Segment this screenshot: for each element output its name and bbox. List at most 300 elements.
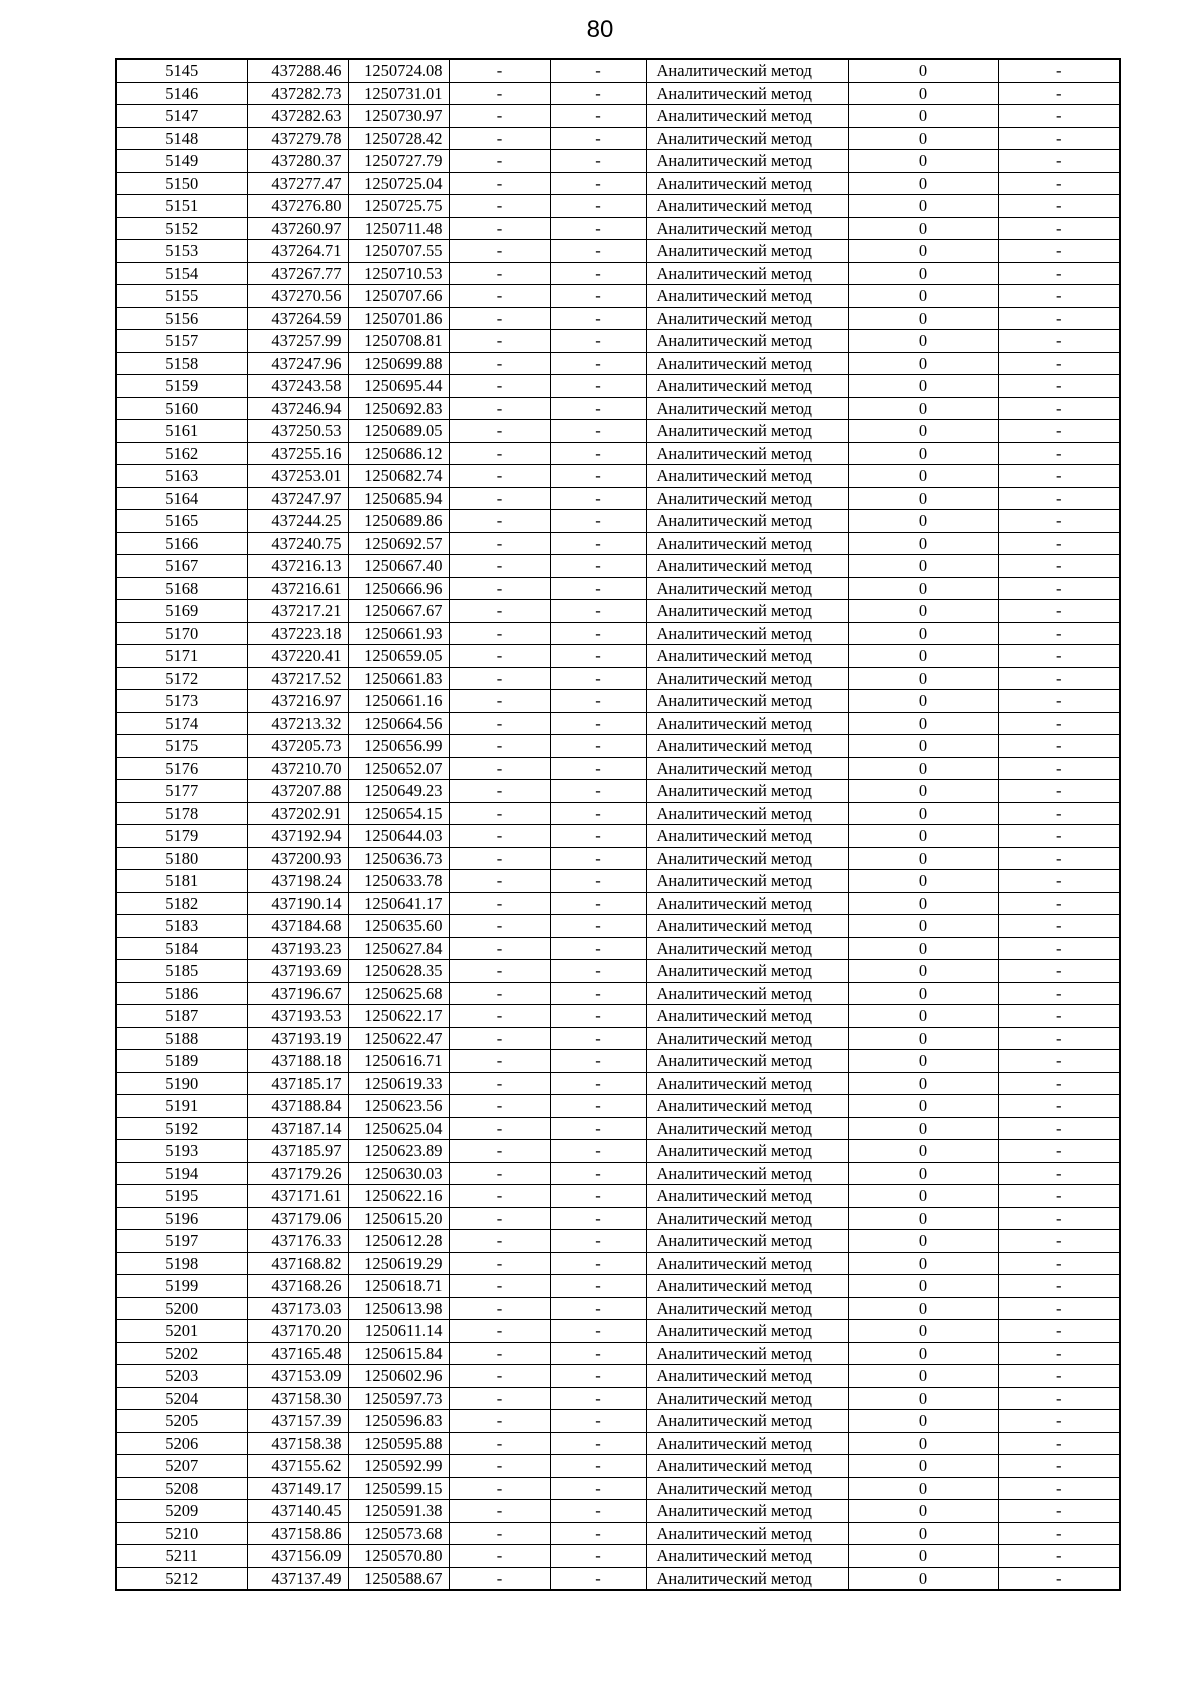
point-number-cell: 5186 bbox=[116, 982, 247, 1005]
method-cell: Аналитический метод bbox=[646, 1162, 848, 1185]
table-row bbox=[116, 1207, 1120, 1230]
accuracy-cell: 0 bbox=[848, 82, 998, 105]
accuracy-cell: 0 bbox=[848, 375, 998, 398]
accuracy-cell: 0 bbox=[848, 1162, 998, 1185]
dash-cell: - bbox=[998, 577, 1120, 600]
point-number-cell: 5166 bbox=[116, 532, 247, 555]
y-coordinate-cell: 1250636.73 bbox=[348, 847, 449, 870]
method-cell: Аналитический метод bbox=[646, 262, 848, 285]
point-number-cell: 5203 bbox=[116, 1365, 247, 1388]
method-cell: Аналитический метод bbox=[646, 1320, 848, 1343]
dash-cell: - bbox=[550, 1230, 646, 1253]
point-number-cell: 5204 bbox=[116, 1387, 247, 1410]
dash-cell: - bbox=[998, 1455, 1120, 1478]
method-cell: Аналитический метод bbox=[646, 870, 848, 893]
table-body bbox=[116, 59, 1120, 1590]
dash-cell: - bbox=[998, 127, 1120, 150]
accuracy-cell: 0 bbox=[848, 285, 998, 308]
y-coordinate-cell: 1250682.74 bbox=[348, 465, 449, 488]
point-number-cell: 5172 bbox=[116, 667, 247, 690]
dash-cell: - bbox=[550, 127, 646, 150]
dash-cell: - bbox=[550, 735, 646, 758]
table-row bbox=[116, 127, 1120, 150]
dash-cell: - bbox=[550, 1275, 646, 1298]
dash-cell: - bbox=[449, 1117, 550, 1140]
dash-cell: - bbox=[998, 1140, 1120, 1163]
point-number-cell: 5171 bbox=[116, 645, 247, 668]
dash-cell: - bbox=[998, 1342, 1120, 1365]
dash-cell: - bbox=[998, 1477, 1120, 1500]
y-coordinate-cell: 1250630.03 bbox=[348, 1162, 449, 1185]
dash-cell: - bbox=[550, 1320, 646, 1343]
dash-cell: - bbox=[449, 487, 550, 510]
dash-cell: - bbox=[449, 330, 550, 353]
method-cell: Аналитический метод bbox=[646, 1522, 848, 1545]
y-coordinate-cell: 1250570.80 bbox=[348, 1545, 449, 1568]
accuracy-cell: 0 bbox=[848, 172, 998, 195]
table-row bbox=[116, 195, 1120, 218]
dash-cell: - bbox=[449, 1567, 550, 1590]
dash-cell: - bbox=[550, 1050, 646, 1073]
point-number-cell: 5150 bbox=[116, 172, 247, 195]
dash-cell: - bbox=[449, 1320, 550, 1343]
accuracy-cell: 0 bbox=[848, 1252, 998, 1275]
table-row bbox=[116, 1072, 1120, 1095]
dash-cell: - bbox=[449, 1455, 550, 1478]
dash-cell: - bbox=[550, 1342, 646, 1365]
table-row bbox=[116, 105, 1120, 128]
accuracy-cell: 0 bbox=[848, 825, 998, 848]
method-cell: Аналитический метод bbox=[646, 1050, 848, 1073]
dash-cell: - bbox=[998, 487, 1120, 510]
y-coordinate-cell: 1250685.94 bbox=[348, 487, 449, 510]
y-coordinate-cell: 1250623.89 bbox=[348, 1140, 449, 1163]
point-number-cell: 5192 bbox=[116, 1117, 247, 1140]
x-coordinate-cell: 437260.97 bbox=[247, 217, 348, 240]
dash-cell: - bbox=[449, 1027, 550, 1050]
dash-cell: - bbox=[550, 645, 646, 668]
point-number-cell: 5173 bbox=[116, 690, 247, 713]
accuracy-cell: 0 bbox=[848, 397, 998, 420]
method-cell: Аналитический метод bbox=[646, 1230, 848, 1253]
point-number-cell: 5210 bbox=[116, 1522, 247, 1545]
method-cell: Аналитический метод bbox=[646, 1387, 848, 1410]
dash-cell: - bbox=[550, 510, 646, 533]
x-coordinate-cell: 437179.06 bbox=[247, 1207, 348, 1230]
method-cell: Аналитический метод bbox=[646, 352, 848, 375]
dash-cell: - bbox=[550, 375, 646, 398]
table-row bbox=[116, 667, 1120, 690]
table-row bbox=[116, 1297, 1120, 1320]
accuracy-cell: 0 bbox=[848, 667, 998, 690]
method-cell: Аналитический метод bbox=[646, 1117, 848, 1140]
method-cell: Аналитический метод bbox=[646, 1095, 848, 1118]
table-row bbox=[116, 1230, 1120, 1253]
table-row bbox=[116, 285, 1120, 308]
dash-cell: - bbox=[449, 982, 550, 1005]
dash-cell: - bbox=[449, 1297, 550, 1320]
dash-cell: - bbox=[449, 375, 550, 398]
y-coordinate-cell: 1250623.56 bbox=[348, 1095, 449, 1118]
dash-cell: - bbox=[550, 712, 646, 735]
accuracy-cell: 0 bbox=[848, 127, 998, 150]
x-coordinate-cell: 437158.86 bbox=[247, 1522, 348, 1545]
table-row bbox=[116, 622, 1120, 645]
table-row bbox=[116, 555, 1120, 578]
dash-cell: - bbox=[550, 1455, 646, 1478]
dash-cell: - bbox=[998, 510, 1120, 533]
y-coordinate-cell: 1250659.05 bbox=[348, 645, 449, 668]
accuracy-cell: 0 bbox=[848, 1005, 998, 1028]
dash-cell: - bbox=[449, 1207, 550, 1230]
x-coordinate-cell: 437247.96 bbox=[247, 352, 348, 375]
accuracy-cell: 0 bbox=[848, 960, 998, 983]
method-cell: Аналитический метод bbox=[646, 397, 848, 420]
dash-cell: - bbox=[449, 1275, 550, 1298]
point-number-cell: 5180 bbox=[116, 847, 247, 870]
accuracy-cell: 0 bbox=[848, 892, 998, 915]
y-coordinate-cell: 1250649.23 bbox=[348, 780, 449, 803]
x-coordinate-cell: 437288.46 bbox=[247, 59, 348, 82]
y-coordinate-cell: 1250588.67 bbox=[348, 1567, 449, 1590]
dash-cell: - bbox=[449, 915, 550, 938]
dash-cell: - bbox=[998, 262, 1120, 285]
table-row bbox=[116, 420, 1120, 443]
point-number-cell: 5211 bbox=[116, 1545, 247, 1568]
dash-cell: - bbox=[550, 847, 646, 870]
x-coordinate-cell: 437264.59 bbox=[247, 307, 348, 330]
dash-cell: - bbox=[998, 1005, 1120, 1028]
method-cell: Аналитический метод bbox=[646, 150, 848, 173]
dash-cell: - bbox=[550, 915, 646, 938]
method-cell: Аналитический метод bbox=[646, 1297, 848, 1320]
dash-cell: - bbox=[998, 622, 1120, 645]
point-number-cell: 5161 bbox=[116, 420, 247, 443]
dash-cell: - bbox=[998, 1320, 1120, 1343]
dash-cell: - bbox=[449, 735, 550, 758]
point-number-cell: 5179 bbox=[116, 825, 247, 848]
point-number-cell: 5159 bbox=[116, 375, 247, 398]
dash-cell: - bbox=[998, 1522, 1120, 1545]
method-cell: Аналитический метод bbox=[646, 847, 848, 870]
y-coordinate-cell: 1250695.44 bbox=[348, 375, 449, 398]
y-coordinate-cell: 1250618.71 bbox=[348, 1275, 449, 1298]
method-cell: Аналитический метод bbox=[646, 802, 848, 825]
y-coordinate-cell: 1250613.98 bbox=[348, 1297, 449, 1320]
dash-cell: - bbox=[998, 1432, 1120, 1455]
dash-cell: - bbox=[550, 420, 646, 443]
method-cell: Аналитический метод bbox=[646, 307, 848, 330]
table-row bbox=[116, 352, 1120, 375]
y-coordinate-cell: 1250641.17 bbox=[348, 892, 449, 915]
dash-cell: - bbox=[449, 195, 550, 218]
dash-cell: - bbox=[998, 780, 1120, 803]
table-row bbox=[116, 1365, 1120, 1388]
y-coordinate-cell: 1250701.86 bbox=[348, 307, 449, 330]
dash-cell: - bbox=[449, 82, 550, 105]
dash-cell: - bbox=[550, 330, 646, 353]
dash-cell: - bbox=[449, 825, 550, 848]
table-row bbox=[116, 982, 1120, 1005]
y-coordinate-cell: 1250707.55 bbox=[348, 240, 449, 263]
table-row bbox=[116, 780, 1120, 803]
dash-cell: - bbox=[449, 622, 550, 645]
dash-cell: - bbox=[550, 150, 646, 173]
dash-cell: - bbox=[998, 555, 1120, 578]
accuracy-cell: 0 bbox=[848, 1387, 998, 1410]
x-coordinate-cell: 437282.73 bbox=[247, 82, 348, 105]
dash-cell: - bbox=[998, 1252, 1120, 1275]
dash-cell: - bbox=[550, 465, 646, 488]
point-number-cell: 5149 bbox=[116, 150, 247, 173]
accuracy-cell: 0 bbox=[848, 757, 998, 780]
x-coordinate-cell: 437193.69 bbox=[247, 960, 348, 983]
dash-cell: - bbox=[449, 420, 550, 443]
dash-cell: - bbox=[550, 1252, 646, 1275]
dash-cell: - bbox=[998, 1162, 1120, 1185]
y-coordinate-cell: 1250602.96 bbox=[348, 1365, 449, 1388]
point-number-cell: 5193 bbox=[116, 1140, 247, 1163]
method-cell: Аналитический метод bbox=[646, 510, 848, 533]
method-cell: Аналитический метод bbox=[646, 532, 848, 555]
table-row bbox=[116, 1027, 1120, 1050]
point-number-cell: 5187 bbox=[116, 1005, 247, 1028]
method-cell: Аналитический метод bbox=[646, 1432, 848, 1455]
dash-cell: - bbox=[550, 262, 646, 285]
y-coordinate-cell: 1250707.66 bbox=[348, 285, 449, 308]
dash-cell: - bbox=[449, 712, 550, 735]
dash-cell: - bbox=[998, 1095, 1120, 1118]
accuracy-cell: 0 bbox=[848, 690, 998, 713]
x-coordinate-cell: 437207.88 bbox=[247, 780, 348, 803]
x-coordinate-cell: 437193.23 bbox=[247, 937, 348, 960]
table-row bbox=[116, 150, 1120, 173]
y-coordinate-cell: 1250622.17 bbox=[348, 1005, 449, 1028]
x-coordinate-cell: 437270.56 bbox=[247, 285, 348, 308]
dash-cell: - bbox=[449, 1072, 550, 1095]
x-coordinate-cell: 437193.53 bbox=[247, 1005, 348, 1028]
method-cell: Аналитический метод bbox=[646, 1477, 848, 1500]
dash-cell: - bbox=[998, 825, 1120, 848]
x-coordinate-cell: 437140.45 bbox=[247, 1500, 348, 1523]
x-coordinate-cell: 437171.61 bbox=[247, 1185, 348, 1208]
table-row bbox=[116, 262, 1120, 285]
dash-cell: - bbox=[449, 555, 550, 578]
dash-cell: - bbox=[550, 667, 646, 690]
dash-cell: - bbox=[550, 1477, 646, 1500]
dash-cell: - bbox=[449, 757, 550, 780]
accuracy-cell: 0 bbox=[848, 1230, 998, 1253]
accuracy-cell: 0 bbox=[848, 1207, 998, 1230]
dash-cell: - bbox=[550, 1162, 646, 1185]
y-coordinate-cell: 1250724.08 bbox=[348, 59, 449, 82]
dash-cell: - bbox=[998, 960, 1120, 983]
point-number-cell: 5155 bbox=[116, 285, 247, 308]
point-number-cell: 5153 bbox=[116, 240, 247, 263]
point-number-cell: 5206 bbox=[116, 1432, 247, 1455]
dash-cell: - bbox=[998, 915, 1120, 938]
y-coordinate-cell: 1250596.83 bbox=[348, 1410, 449, 1433]
dash-cell: - bbox=[550, 1522, 646, 1545]
accuracy-cell: 0 bbox=[848, 982, 998, 1005]
x-coordinate-cell: 437193.19 bbox=[247, 1027, 348, 1050]
accuracy-cell: 0 bbox=[848, 555, 998, 578]
point-number-cell: 5182 bbox=[116, 892, 247, 915]
x-coordinate-cell: 437220.41 bbox=[247, 645, 348, 668]
point-number-cell: 5189 bbox=[116, 1050, 247, 1073]
dash-cell: - bbox=[998, 375, 1120, 398]
dash-cell: - bbox=[998, 217, 1120, 240]
table-row bbox=[116, 915, 1120, 938]
accuracy-cell: 0 bbox=[848, 487, 998, 510]
x-coordinate-cell: 437155.62 bbox=[247, 1455, 348, 1478]
method-cell: Аналитический метод bbox=[646, 1140, 848, 1163]
x-coordinate-cell: 437205.73 bbox=[247, 735, 348, 758]
dash-cell: - bbox=[998, 397, 1120, 420]
dash-cell: - bbox=[449, 1095, 550, 1118]
dash-cell: - bbox=[998, 330, 1120, 353]
dash-cell: - bbox=[550, 195, 646, 218]
table-row bbox=[116, 82, 1120, 105]
point-number-cell: 5207 bbox=[116, 1455, 247, 1478]
table-row bbox=[116, 870, 1120, 893]
dash-cell: - bbox=[998, 532, 1120, 555]
x-coordinate-cell: 437223.18 bbox=[247, 622, 348, 645]
y-coordinate-cell: 1250611.14 bbox=[348, 1320, 449, 1343]
table-row bbox=[116, 1005, 1120, 1028]
method-cell: Аналитический метод bbox=[646, 1342, 848, 1365]
table-row bbox=[116, 1387, 1120, 1410]
dash-cell: - bbox=[550, 172, 646, 195]
x-coordinate-cell: 437202.91 bbox=[247, 802, 348, 825]
table-row bbox=[116, 1275, 1120, 1298]
y-coordinate-cell: 1250689.86 bbox=[348, 510, 449, 533]
accuracy-cell: 0 bbox=[848, 465, 998, 488]
dash-cell: - bbox=[550, 600, 646, 623]
method-cell: Аналитический метод bbox=[646, 622, 848, 645]
method-cell: Аналитический метод bbox=[646, 330, 848, 353]
dash-cell: - bbox=[449, 532, 550, 555]
dash-cell: - bbox=[449, 937, 550, 960]
dash-cell: - bbox=[550, 487, 646, 510]
dash-cell: - bbox=[449, 172, 550, 195]
x-coordinate-cell: 437168.82 bbox=[247, 1252, 348, 1275]
dash-cell: - bbox=[550, 217, 646, 240]
page-number: 80 bbox=[586, 16, 614, 43]
x-coordinate-cell: 437217.21 bbox=[247, 600, 348, 623]
dash-cell: - bbox=[449, 1522, 550, 1545]
accuracy-cell: 0 bbox=[848, 600, 998, 623]
dash-cell: - bbox=[449, 667, 550, 690]
method-cell: Аналитический метод bbox=[646, 1545, 848, 1568]
x-coordinate-cell: 437216.61 bbox=[247, 577, 348, 600]
table-row bbox=[116, 892, 1120, 915]
accuracy-cell: 0 bbox=[848, 352, 998, 375]
dash-cell: - bbox=[998, 735, 1120, 758]
table-row bbox=[116, 1410, 1120, 1433]
table-row bbox=[116, 690, 1120, 713]
point-number-cell: 5176 bbox=[116, 757, 247, 780]
method-cell: Аналитический метод bbox=[646, 1455, 848, 1478]
dash-cell: - bbox=[449, 1005, 550, 1028]
dash-cell: - bbox=[449, 442, 550, 465]
accuracy-cell: 0 bbox=[848, 217, 998, 240]
x-coordinate-cell: 437156.09 bbox=[247, 1545, 348, 1568]
dash-cell: - bbox=[550, 1545, 646, 1568]
y-coordinate-cell: 1250592.99 bbox=[348, 1455, 449, 1478]
dash-cell: - bbox=[998, 150, 1120, 173]
table-row bbox=[116, 1252, 1120, 1275]
dash-cell: - bbox=[550, 442, 646, 465]
point-number-cell: 5201 bbox=[116, 1320, 247, 1343]
x-coordinate-cell: 437149.17 bbox=[247, 1477, 348, 1500]
x-coordinate-cell: 437200.93 bbox=[247, 847, 348, 870]
dash-cell: - bbox=[449, 465, 550, 488]
dash-cell: - bbox=[998, 465, 1120, 488]
y-coordinate-cell: 1250689.05 bbox=[348, 420, 449, 443]
y-coordinate-cell: 1250692.57 bbox=[348, 532, 449, 555]
table-row bbox=[116, 1477, 1120, 1500]
dash-cell: - bbox=[449, 105, 550, 128]
accuracy-cell: 0 bbox=[848, 870, 998, 893]
method-cell: Аналитический метод bbox=[646, 780, 848, 803]
x-coordinate-cell: 437173.03 bbox=[247, 1297, 348, 1320]
table-row bbox=[116, 217, 1120, 240]
dash-cell: - bbox=[449, 600, 550, 623]
x-coordinate-cell: 437187.14 bbox=[247, 1117, 348, 1140]
point-number-cell: 5212 bbox=[116, 1567, 247, 1590]
y-coordinate-cell: 1250727.79 bbox=[348, 150, 449, 173]
dash-cell: - bbox=[998, 1410, 1120, 1433]
accuracy-cell: 0 bbox=[848, 1477, 998, 1500]
y-coordinate-cell: 1250591.38 bbox=[348, 1500, 449, 1523]
x-coordinate-cell: 437168.26 bbox=[247, 1275, 348, 1298]
dash-cell: - bbox=[449, 1500, 550, 1523]
accuracy-cell: 0 bbox=[848, 262, 998, 285]
accuracy-cell: 0 bbox=[848, 937, 998, 960]
dash-cell: - bbox=[998, 802, 1120, 825]
point-number-cell: 5148 bbox=[116, 127, 247, 150]
accuracy-cell: 0 bbox=[848, 1297, 998, 1320]
y-coordinate-cell: 1250616.71 bbox=[348, 1050, 449, 1073]
table-row bbox=[116, 825, 1120, 848]
method-cell: Аналитический метод bbox=[646, 757, 848, 780]
point-number-cell: 5151 bbox=[116, 195, 247, 218]
point-number-cell: 5202 bbox=[116, 1342, 247, 1365]
method-cell: Аналитический метод bbox=[646, 1027, 848, 1050]
dash-cell: - bbox=[998, 600, 1120, 623]
dash-cell: - bbox=[449, 1432, 550, 1455]
table-row bbox=[116, 1162, 1120, 1185]
table-row bbox=[116, 1522, 1120, 1545]
dash-cell: - bbox=[449, 1230, 550, 1253]
table-row bbox=[116, 937, 1120, 960]
method-cell: Аналитический метод bbox=[646, 172, 848, 195]
x-coordinate-cell: 437267.77 bbox=[247, 262, 348, 285]
method-cell: Аналитический метод bbox=[646, 937, 848, 960]
x-coordinate-cell: 437244.25 bbox=[247, 510, 348, 533]
dash-cell: - bbox=[449, 847, 550, 870]
dash-cell: - bbox=[550, 1207, 646, 1230]
point-number-cell: 5183 bbox=[116, 915, 247, 938]
x-coordinate-cell: 437188.18 bbox=[247, 1050, 348, 1073]
accuracy-cell: 0 bbox=[848, 532, 998, 555]
table-row bbox=[116, 1095, 1120, 1118]
point-number-cell: 5209 bbox=[116, 1500, 247, 1523]
point-number-cell: 5205 bbox=[116, 1410, 247, 1433]
dash-cell: - bbox=[550, 780, 646, 803]
dash-cell: - bbox=[998, 1567, 1120, 1590]
